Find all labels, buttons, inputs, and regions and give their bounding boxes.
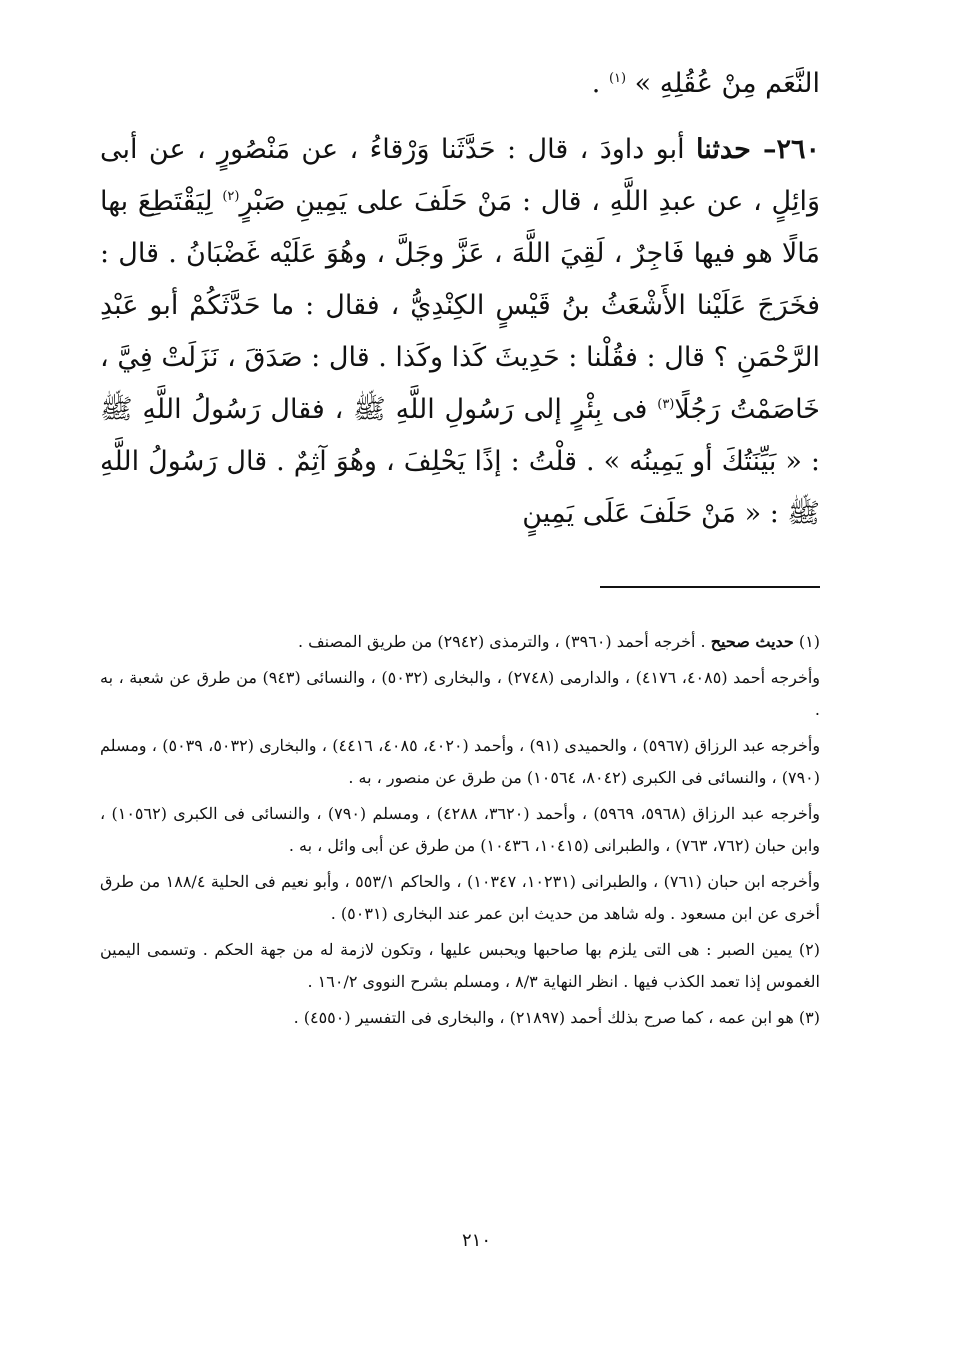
page-content (100, 58, 821, 1027)
hadith-text-part-3: فى بِئْرٍ إلى رَسُولِ اللَّهِ ﷺ ، فقال رَسُولُ اللَّهِ ﷺ : « بَيِّنَتُكَ أو يَمِينُه » . قلْتُ : إذًا يَحْلِفَ ، وهُوَ آثِمٌ . قال رَسُولُ اللَّهِ ﷺ : « مَنْ حَلَفَ عَلَى يَمِينٍ (100, 394, 820, 529)
continued-line (100, 58, 820, 110)
hadith-number: ٢٦٠ (776, 134, 820, 165)
footnote-1-grade: حديث صحيح (710, 632, 794, 651)
hadith-paragraph (100, 124, 820, 540)
page-number: ٢١٠ (461, 1230, 491, 1251)
footnote-ref-3: (٣) (657, 397, 675, 412)
footnote-1-para-5: وأخرجه ابن حبان (٧٦١) ، والطبرانى (١٠٢٣١، ١٠٣٤٧) ، والحاكم ٥٥٣/١ ، وأبو نعيم فى الحلية ١٨٨/٤ من طرق أخرى عن ابن مسعود . وله شاهد من حديث ابن عمر عند البخارى (٥٠٣١) . (100, 872, 821, 923)
footnote-1-para-3: وأخرجه عبد الرزاق (٥٩٦٧) ، والحميدى (٩١) ، وأحمد (٤٠٢٠، ٤٠٨٥، ٤٤١٦) ، والبخارى (٥٠٣٢، ٥٠٣٩) ، ومسلم (٧٩٠) ، والنسائى فى الكبرى (٨٠٤٢، ١٠٥٦٤) من طرق عن منصور ، به . (100, 736, 821, 787)
footnote-ref-1: (١) (608, 71, 627, 86)
continued-text: النَّعَم مِنْ عُقُلِهِ » (626, 68, 820, 99)
footnote-1-para-4: وأخرجه عبد الرزاق (٥٩٦٨، ٥٩٦٩) ، وأحمد (٣٦٢٠، ٤٢٨٨) ، ومسلم (٧٩٠) ، والنسائى فى الكبرى (١٠٥٦٢) ، وابن حبان (٧٦٢، ٧٦٣) ، والطبرانى (١٠٤١٥، ١٠٤٣٦) من طرق عن أبى وائل ، به . (100, 804, 820, 855)
continued-end: . (591, 68, 609, 99)
hadith-text-part-1: أبو داودَ ، قال : حَدَّثَنا وَرْقاءُ ، عن مَنْصُورٍ ، عن أبى وَائِلٍ ، عن عبدِ اللَّهِ ، قال : مَنْ حَلَفَ على يَمِينِ صَبْرٍ (100, 134, 820, 217)
footnote-ref-2: (٢) (222, 189, 240, 204)
footnote-1-text: . أخرجه أحمد (٣٩٦٠) ، والترمذى (٢٩٤٢) من طريق المصنف . (297, 632, 706, 651)
footnote-1-para-2: وأخرجه أحمد (٤٠٨٥، ٤١٧٦) ، والدارمى (٢٧٤٨) ، والبخارى (٥٠٣٢) ، والنسائى (٩٤٣) من طرق عن شعبة ، به . (100, 668, 821, 719)
footnote-2: (٢) يمين الصبر : هى التى يلزم بها صاحبها ويحبس عليها ، وتكون لازمة له من جهة الحكم . وتسمى اليمين الغموس إذا تعمد الكذب فيها . انظر النهاية ٨/٣ ، ومسلم بشرح النووى ١٦٠/٢ . (100, 940, 820, 991)
hadith-text-part-2: لِيَقْتَطِعَ بها مَالًا هو فيها فَاجِرٌ ، لَقِيَ اللَّهَ ، عَزَّ وجَلَّ ، وهُوَ عَلَيْه غَضْبَانُ . قال : فخَرَجَ عَلَيْنا الأَشْعَثُ بنُ قَيْسٍ الكِنْدِيُّ ، فقال : ما حَدَّثَكُمْ أبو عَبْدِ الرَّحْمَنِ ؟ قال : فقُلْنا : حَدِيثَ كَذا وكَذا . قال : صَدَقَ ، نَزَلَتْ فِيَّ ، خَاصَمْتُ رَجُلًا (100, 186, 820, 425)
footnotes (100, 626, 820, 1038)
footnote-1 (100, 626, 820, 658)
main-text (100, 58, 820, 540)
footnote-separator (600, 586, 820, 588)
footnote-3: (٣) هو ابن عمه ، كما صرح بذلك أحمد (٢١٨٩٧) ، والبخارى فى التفسير (٤٥٥٠) . (293, 1008, 820, 1027)
footnote-1-marker: (١) (798, 632, 820, 651)
hadith-intro: – حدثنا (696, 134, 777, 165)
